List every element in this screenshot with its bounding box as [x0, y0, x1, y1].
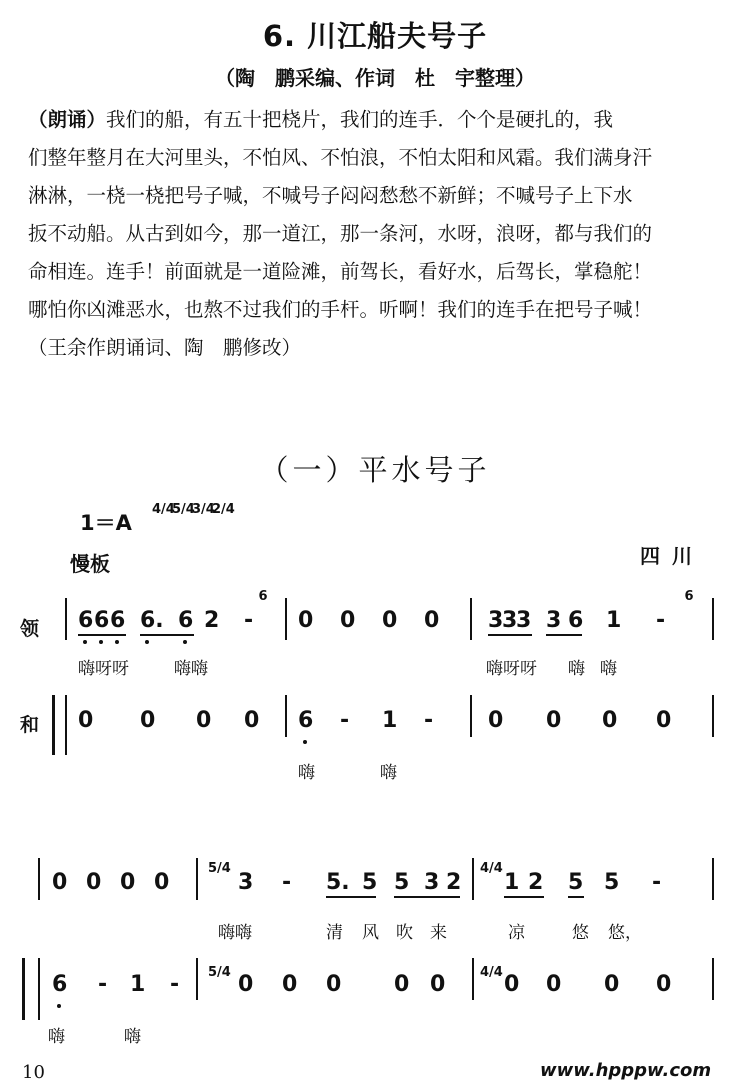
recitation-lead: （朗诵） [28, 108, 107, 131]
recitation-line-6: 哪怕你凶滩恶水，也熬不过我们的手杆。听啊！我们的连手在把号子喊！ [28, 298, 653, 321]
note: 1 [130, 972, 146, 997]
note: 5 [604, 870, 620, 895]
barline [38, 958, 40, 1020]
recitation-line-3: 淋淋，一桡一桡把号子喊，不喊号子闷闷愁愁不新鲜；不喊号子上下水 [28, 184, 633, 207]
credits: （陶 鹏采编、作词 杜 宇整理） [215, 66, 535, 90]
dash: - [282, 870, 292, 895]
grace-note: 6 [258, 589, 268, 604]
barline [712, 858, 714, 900]
lyric: 风 [362, 923, 379, 943]
low-dot [145, 640, 149, 644]
note: 0 [394, 972, 410, 997]
recitation-line-4: 扳不动船。从古到如今，那一道江，那一条河，水呀，浪呀，都与我们的 [28, 222, 653, 245]
time-signature: 5/4 [208, 861, 231, 876]
grace-note: 6 [684, 589, 694, 604]
meter-4: 2/4 [212, 502, 235, 517]
lyric: 嗨嗨 [174, 659, 208, 679]
low-dot [183, 640, 187, 644]
barline [196, 958, 198, 1000]
note: 1 [606, 608, 622, 633]
lyric: 嗨 [298, 763, 315, 783]
note: 6 [94, 608, 110, 633]
note: 0 [282, 972, 298, 997]
note: 0 [340, 608, 356, 633]
barline [712, 695, 714, 737]
beam [78, 634, 126, 636]
note: 3 [238, 870, 254, 895]
note: 0 [430, 972, 446, 997]
note: 0 [546, 972, 562, 997]
region-label: 四川 [640, 544, 704, 568]
dash: - [340, 708, 350, 733]
note: 3 [502, 608, 518, 633]
note: 3 [488, 608, 504, 633]
note: 6 [78, 608, 94, 633]
barline [470, 695, 472, 737]
beam [326, 896, 376, 898]
note: 5 [362, 870, 378, 895]
note: 2 [528, 870, 544, 895]
time-signature: 5/4 [208, 965, 231, 980]
barline [472, 958, 474, 1000]
barline [470, 598, 472, 640]
lyric: 来 [430, 923, 447, 943]
barline [285, 695, 287, 737]
recitation-line-7: （王余作朗诵词、陶 鹏修改） [28, 336, 302, 359]
note: 5. [326, 870, 350, 895]
time-signature: 4/4 [480, 965, 503, 980]
note: 6 [178, 608, 194, 633]
dash: - [98, 972, 108, 997]
note: 5 [394, 870, 410, 895]
note: 0 [382, 608, 398, 633]
note: 6 [298, 708, 314, 733]
note: 0 [196, 708, 212, 733]
note: 0 [488, 708, 504, 733]
low-dot [303, 740, 307, 744]
low-dot [83, 640, 87, 644]
note: 0 [424, 608, 440, 633]
note: 1 [504, 870, 520, 895]
lyric: 嗨 [124, 1027, 141, 1047]
note: 2 [204, 608, 220, 633]
note: 0 [120, 870, 136, 895]
time-signature: 4/4 [480, 861, 503, 876]
note: 6 [568, 608, 584, 633]
system-bracket [52, 695, 55, 755]
beam [140, 634, 194, 636]
beam [504, 896, 544, 898]
barline [285, 598, 287, 640]
beam [488, 634, 532, 636]
note: 0 [602, 708, 618, 733]
beam [394, 896, 460, 898]
note: 0 [604, 972, 620, 997]
section-title: （一）平水号子 [259, 453, 491, 487]
barline [65, 695, 67, 755]
note: 0 [546, 708, 562, 733]
meter-3: 3/4 [192, 502, 215, 517]
tempo-marking: 慢板 [70, 552, 110, 576]
low-dot [99, 640, 103, 644]
low-dot [57, 1004, 61, 1008]
dash: - [244, 608, 254, 633]
page-number: 10 [22, 1062, 45, 1083]
dash: - [652, 870, 662, 895]
dash: - [656, 608, 666, 633]
song-title: 6. 川江船夫号子 [262, 19, 488, 53]
lyric: 嗨 [380, 763, 397, 783]
barline [712, 598, 714, 640]
note: 0 [78, 708, 94, 733]
beam [568, 896, 584, 898]
dash: - [424, 708, 434, 733]
note: 0 [298, 608, 314, 633]
barline [38, 858, 40, 900]
recitation-line-5: 命相连。连手！前面就是一道险滩，前驾长，看好水，后驾长，掌稳舵！ [28, 260, 653, 283]
system-bracket [22, 958, 25, 1020]
note: 0 [326, 972, 342, 997]
lyric: 清 [326, 923, 343, 943]
note: 0 [656, 972, 672, 997]
note: 0 [140, 708, 156, 733]
part-label-lead: 领 [20, 618, 40, 640]
note: 6. [140, 608, 164, 633]
note: 0 [504, 972, 520, 997]
note: 6 [110, 608, 126, 633]
dash: - [170, 972, 180, 997]
note: 3 [546, 608, 562, 633]
watermark-url: www.hpppw.com [540, 1060, 712, 1081]
note: 0 [656, 708, 672, 733]
lyric: 嗨呀呀 [486, 659, 537, 679]
barline [712, 958, 714, 1000]
note: 3 [424, 870, 440, 895]
note: 0 [52, 870, 68, 895]
lyric: 吹 [396, 923, 413, 943]
beam [546, 634, 582, 636]
lyric: 嗨 [600, 659, 617, 679]
note: 1 [382, 708, 398, 733]
meter-1: 4/4 [152, 502, 175, 517]
meter-2: 5/4 [172, 502, 195, 517]
note: 5 [568, 870, 584, 895]
note: 0 [154, 870, 170, 895]
lyric: 嗨 [48, 1027, 65, 1047]
key-signature: 1＝A [80, 511, 132, 535]
lyric: 嗨呀呀 [78, 659, 129, 679]
lyric: 嗨 [568, 659, 585, 679]
barline [472, 858, 474, 900]
note: 0 [86, 870, 102, 895]
lyric: 凉 [508, 923, 525, 943]
barline [196, 858, 198, 900]
lyric: 嗨嗨 [218, 923, 252, 943]
barline [65, 598, 67, 640]
note: 0 [238, 972, 254, 997]
note: 2 [446, 870, 462, 895]
note: 6 [52, 972, 68, 997]
note: 0 [244, 708, 260, 733]
low-dot [115, 640, 119, 644]
note: 3 [516, 608, 532, 633]
recitation-line-2: 们整年整月在大河里头，不怕风、不怕浪，不怕太阳和风霜。我们满身汗 [28, 146, 653, 169]
part-label-chorus: 和 [20, 714, 40, 736]
lyric: 悠 [572, 923, 589, 943]
lyric: 悠， [608, 923, 642, 943]
recitation-line-1: （朗诵）我们的船，有五十把桡片，我们的连手．个个是硬扎的，我 [28, 108, 614, 131]
